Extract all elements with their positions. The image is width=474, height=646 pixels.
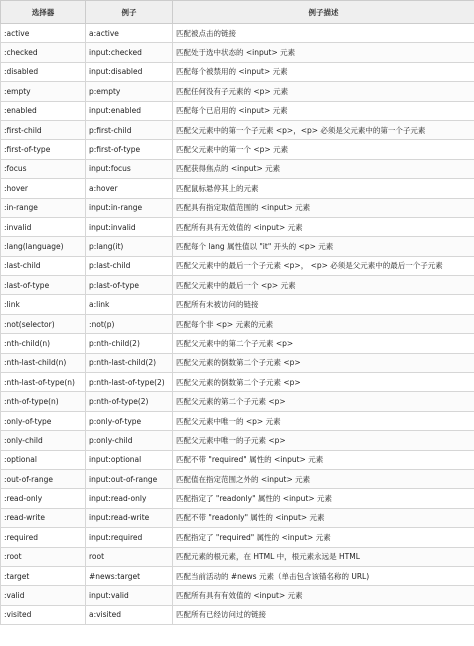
header-selector: 选择器 bbox=[1, 1, 86, 24]
cell-selector: :read-write bbox=[1, 508, 86, 527]
table-header-row bbox=[1, 1, 474, 24]
cell-example: root bbox=[86, 547, 173, 566]
table-row bbox=[1, 547, 474, 566]
cell-selector: :disabled bbox=[1, 62, 86, 81]
table-row bbox=[1, 82, 474, 101]
cell-selector: :target bbox=[1, 566, 86, 585]
table-row bbox=[1, 489, 474, 508]
cell-example: a:active bbox=[86, 24, 173, 43]
cell-selector: :enabled bbox=[1, 101, 86, 120]
cell-description: 匹配获得焦点的 <input> 元素 bbox=[173, 159, 474, 178]
cell-example: input:read-only bbox=[86, 489, 173, 508]
header-description: 例子描述 bbox=[173, 1, 474, 24]
cell-example: p:only-child bbox=[86, 431, 173, 450]
cell-description: 匹配每个已启用的 <input> 元素 bbox=[173, 101, 474, 120]
cell-description: 匹配每个被禁用的 <input> 元素 bbox=[173, 62, 474, 81]
table-row bbox=[1, 276, 474, 295]
cell-description: 匹配指定了 "required" 属性的 <input> 元素 bbox=[173, 528, 474, 547]
table-row bbox=[1, 586, 474, 605]
cell-description: 匹配任何没有子元素的 <p> 元素 bbox=[173, 82, 474, 101]
table-row bbox=[1, 237, 474, 256]
cell-description: 匹配父元素中的第一个子元素 <p>，<p> 必须是父元素中的第一个子元素 bbox=[173, 120, 474, 139]
cell-description: 匹配不带 "required" 属性的 <input> 元素 bbox=[173, 450, 474, 469]
cell-example: input:optional bbox=[86, 450, 173, 469]
table-row bbox=[1, 528, 474, 547]
cell-example: p:nth-last-of-type(2) bbox=[86, 373, 173, 392]
cell-selector: :hover bbox=[1, 179, 86, 198]
table-row bbox=[1, 256, 474, 275]
cell-example: p:first-child bbox=[86, 120, 173, 139]
cell-selector: :read-only bbox=[1, 489, 86, 508]
table-row bbox=[1, 62, 474, 81]
cell-description: 匹配值在指定范围之外的 <input> 元素 bbox=[173, 469, 474, 488]
cell-example: input:invalid bbox=[86, 217, 173, 236]
cell-description: 匹配所有具有无效值的 <input> 元素 bbox=[173, 217, 474, 236]
cell-selector: :first-child bbox=[1, 120, 86, 139]
table-row bbox=[1, 411, 474, 430]
cell-selector: :empty bbox=[1, 82, 86, 101]
cell-description: 匹配元素的根元素，在 HTML 中，根元素永远是 HTML bbox=[173, 547, 474, 566]
cell-description: 匹配当前活动的 #news 元素（单击包含该锚名称的 URL) bbox=[173, 566, 474, 585]
table-row bbox=[1, 314, 474, 333]
table-row bbox=[1, 605, 474, 624]
cell-description: 匹配具有指定取值范围的 <input> 元素 bbox=[173, 198, 474, 217]
cell-example: input:in-range bbox=[86, 198, 173, 217]
cell-selector: :root bbox=[1, 547, 86, 566]
cell-description: 匹配父元素中的最后一个 <p> 元素 bbox=[173, 276, 474, 295]
table-row bbox=[1, 295, 474, 314]
table-row bbox=[1, 450, 474, 469]
cell-selector: :active bbox=[1, 24, 86, 43]
cell-example: input:disabled bbox=[86, 62, 173, 81]
table-row bbox=[1, 24, 474, 43]
cell-selector: :invalid bbox=[1, 217, 86, 236]
cell-selector: :nth-child(n) bbox=[1, 334, 86, 353]
cell-example: input:required bbox=[86, 528, 173, 547]
table-row bbox=[1, 469, 474, 488]
cell-selector: :nth-of-type(n) bbox=[1, 392, 86, 411]
cell-description: 匹配所有未被访问的链接 bbox=[173, 295, 474, 314]
table-row bbox=[1, 179, 474, 198]
cell-selector: :nth-last-child(n) bbox=[1, 353, 86, 372]
cell-description: 匹配所有已经访问过的链接 bbox=[173, 605, 474, 624]
cell-description: 匹配每个非 <p> 元素的元素 bbox=[173, 314, 474, 333]
cell-example: input:read-write bbox=[86, 508, 173, 527]
cell-example: p:last-of-type bbox=[86, 276, 173, 295]
cell-selector: :not(selector) bbox=[1, 314, 86, 333]
table-row bbox=[1, 566, 474, 585]
cell-selector: :out-of-range bbox=[1, 469, 86, 488]
table-row bbox=[1, 198, 474, 217]
cell-description: 匹配处于选中状态的 <input> 元素 bbox=[173, 43, 474, 62]
cell-example: p:empty bbox=[86, 82, 173, 101]
cell-description: 匹配不带 "readonly" 属性的 <input> 元素 bbox=[173, 508, 474, 527]
cell-description: 匹配父元素中的第一个 <p> 元素 bbox=[173, 140, 474, 159]
table-row bbox=[1, 508, 474, 527]
table-row bbox=[1, 353, 474, 372]
cell-selector: :valid bbox=[1, 586, 86, 605]
cell-description: 匹配被点击的链接 bbox=[173, 24, 474, 43]
cell-example: a:link bbox=[86, 295, 173, 314]
cell-selector: :last-child bbox=[1, 256, 86, 275]
table-row bbox=[1, 43, 474, 62]
cell-description: 匹配指定了 "readonly" 属性的 <input> 元素 bbox=[173, 489, 474, 508]
cell-selector: :focus bbox=[1, 159, 86, 178]
cell-description: 匹配父元素中的最后一个子元素 <p>， <p> 必须是父元素中的最后一个子元素 bbox=[173, 256, 474, 275]
cell-selector: :last-of-type bbox=[1, 276, 86, 295]
cell-example: p:lang(it) bbox=[86, 237, 173, 256]
cell-selector: :visited bbox=[1, 605, 86, 624]
cell-selector: :only-child bbox=[1, 431, 86, 450]
cell-selector: :optional bbox=[1, 450, 86, 469]
cell-description: 匹配鼠标悬停其上的元素 bbox=[173, 179, 474, 198]
cell-example: input:focus bbox=[86, 159, 173, 178]
cell-description: 匹配所有具有有效值的 <input> 元素 bbox=[173, 586, 474, 605]
cell-selector: :checked bbox=[1, 43, 86, 62]
cell-example: input:valid bbox=[86, 586, 173, 605]
cell-selector: :link bbox=[1, 295, 86, 314]
cell-selector: :in-range bbox=[1, 198, 86, 217]
table-row bbox=[1, 431, 474, 450]
cell-example: input:checked bbox=[86, 43, 173, 62]
table-row bbox=[1, 120, 474, 139]
cell-example: p:first-of-type bbox=[86, 140, 173, 159]
cell-example: :not(p) bbox=[86, 314, 173, 333]
cell-example: #news:target bbox=[86, 566, 173, 585]
cell-example: input:enabled bbox=[86, 101, 173, 120]
cell-selector: :first-of-type bbox=[1, 140, 86, 159]
cell-description: 匹配父元素中唯一的子元素 <p> bbox=[173, 431, 474, 450]
cell-example: p:nth-of-type(2) bbox=[86, 392, 173, 411]
table-row bbox=[1, 101, 474, 120]
cell-example: input:out-of-range bbox=[86, 469, 173, 488]
table-row bbox=[1, 392, 474, 411]
table-row bbox=[1, 217, 474, 236]
table-row bbox=[1, 373, 474, 392]
cell-example: p:nth-child(2) bbox=[86, 334, 173, 353]
table-body bbox=[1, 24, 474, 625]
cell-selector: :required bbox=[1, 528, 86, 547]
table-row bbox=[1, 159, 474, 178]
cell-example: a:hover bbox=[86, 179, 173, 198]
table-row bbox=[1, 140, 474, 159]
cell-selector: :nth-last-of-type(n) bbox=[1, 373, 86, 392]
cell-selector: :only-of-type bbox=[1, 411, 86, 430]
cell-example: p:last-child bbox=[86, 256, 173, 275]
cell-description: 匹配每个 lang 属性值以 "it" 开头的 <p> 元素 bbox=[173, 237, 474, 256]
cell-description: 匹配父元素中唯一的 <p> 元素 bbox=[173, 411, 474, 430]
cell-description: 匹配父元素中的第二个子元素 <p> bbox=[173, 334, 474, 353]
cell-description: 匹配父元素的倒数第二个子元素 <p> bbox=[173, 373, 474, 392]
cell-description: 匹配父元素的第二个子元素 <p> bbox=[173, 392, 474, 411]
table-row bbox=[1, 334, 474, 353]
cell-example: a:visited bbox=[86, 605, 173, 624]
cell-example: p:only-of-type bbox=[86, 411, 173, 430]
cell-example: p:nth-last-child(2) bbox=[86, 353, 173, 372]
cell-selector: :lang(language) bbox=[1, 237, 86, 256]
cell-description: 匹配父元素的倒数第二个子元素 <p> bbox=[173, 353, 474, 372]
header-example: 例子 bbox=[86, 1, 173, 24]
